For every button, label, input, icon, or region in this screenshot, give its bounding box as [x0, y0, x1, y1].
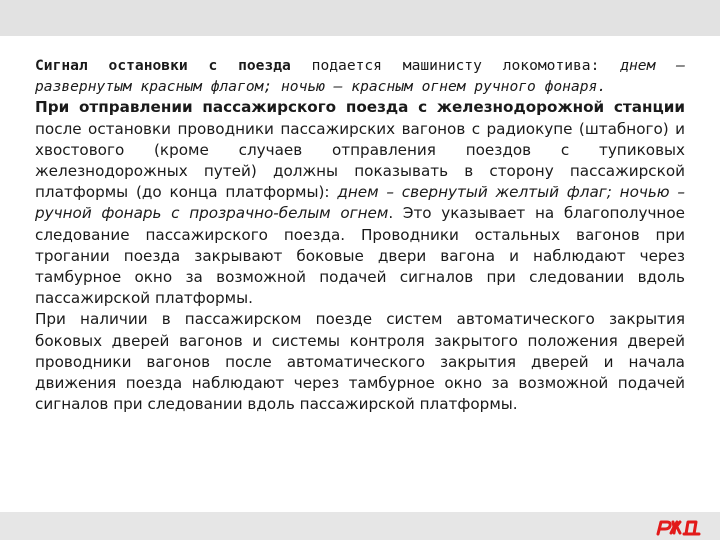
- stop-signal-text: подается машинисту локомотива:: [290, 57, 600, 74]
- rzd-logo-icon: [655, 515, 705, 537]
- paragraph-automatic-doors: [35, 309, 685, 415]
- departure-text-2: . Это указывает на благополучное следование пассажирского поезда. Проводники остальных вагонов при трогании поезда закрывают боковые двери вагона и наблюдают через тамбурное окно за возможной подачей сигналов при следовании вдоль пассажирской платформы.: [35, 204, 685, 308]
- departure-lead: При отправлении пассажирского поезда с железнодорожной станции: [35, 98, 685, 117]
- paragraph-stop-signal: [35, 55, 685, 97]
- bottom-frame-band: [0, 512, 720, 540]
- paragraph-departure: [35, 97, 685, 309]
- stop-signal-lead: Сигнал остановки с поезда: [35, 57, 291, 74]
- automatic-doors-text: При наличии в пассажирском поезде систем автоматического закрытия боковых дверей вагонов и системы контроля закрытого положения дверей проводники вагонов после автоматического закрытия дверей и начала движения поезда наблюдают через тамбурное окно за возможной подачей сигналов при следовании вдоль пассажирской платформы.: [35, 310, 685, 414]
- top-frame-band: [0, 0, 720, 36]
- departure-day-night: днем – свернутый желтый флаг; ночью – ручной фонарь с прозрачно-белым огнем: [35, 183, 685, 223]
- slide-body: [35, 55, 685, 415]
- stop-signal-day-night: днем – развернутым красным флагом; ночью – красным огнем ручного фонаря.: [35, 57, 685, 96]
- departure-text-1: после остановки проводники пассажирских вагонов с радиокупе (штабного) и хвостового (кроме случаев отправления поездов с тупиковых железнодорожных путей) должны показывать в сторону пассажирской платформы (до конца платформы):: [35, 119, 685, 202]
